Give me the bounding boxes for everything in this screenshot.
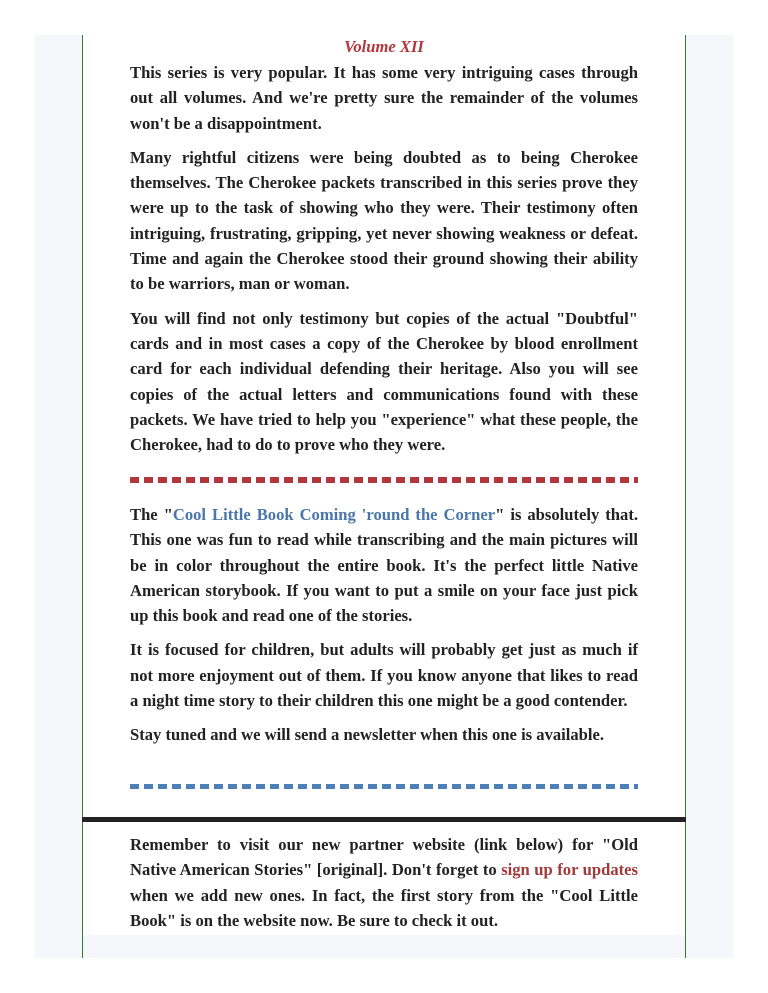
sign-up-for-updates-link[interactable]: sign up for updates (501, 860, 638, 880)
paragraph-for-children: It is focused for children, but adults will probably get just as much if not more enjoyment out of them. If you know anyone that likes to read a night time story to their children this one might be a good contender. (130, 640, 638, 711)
text-fragment: when we add new ones. In fact, the first story from the "Cool Little Book" is on the website now. Be sure to check it out. (130, 885, 638, 930)
red-dashed-divider (130, 477, 638, 483)
section-partner-website (130, 832, 638, 942)
paragraph-series-popular: This series is very popular. It has some very intriguing cases through out all volumes. And we're pretty sure the remainder of the volumes won't be a disappointment. (130, 63, 638, 133)
paragraph-stay-tuned: Stay tuned and we will send a newsletter when this one is available. (130, 725, 605, 745)
black-section-rule (82, 817, 686, 822)
paragraph-rightful-citizens: Many rightful citizens were being doubted as to being Cherokee themselves. The Cherokee packets transcribed in this series prove they were up to the task of showing who they were. Their testimony often intriguing, frustrating, gripping, yet never showing weakness or defeat. Time and again the Cherokee stood their ground showing their ability to be warriors, man or woman. (130, 147, 638, 294)
text-fragment: The " (130, 505, 173, 524)
text-fragment: " is absolutely that. This one was fun to read while transcribing and the main pictures will be in color throughout the entire book. It's the perfect little Native American storybook. If you want to put a smile on your face just pick up this book and read one of the stories. (130, 505, 638, 626)
volume-title: Volume XII (344, 37, 424, 56)
blue-dashed-divider (130, 784, 638, 789)
text-fragment: Remember to visit our new partner website (link below) for "Old Native American Stories" [original]. Don't forget to (130, 835, 638, 880)
section-cool-little-book (130, 502, 638, 757)
paragraph-partner-website (130, 832, 638, 933)
paragraph-cool-little-book (130, 502, 638, 628)
paragraph-doubtful-cards: You will find not only testimony but copies of the actual "Doubtful" cards and in most cases a copy of the Cherokee by blood enrollment card for each individual defending their heritage. Also you will see copies of the actual letters and communications found with these packets. We have tried to help you "experience" what these people, the Cherokee, had to do to prove who they were. (130, 308, 638, 455)
section-volume-description (130, 60, 638, 466)
cool-little-book-link[interactable]: Cool Little Book Coming 'round the Corner (172, 505, 496, 524)
